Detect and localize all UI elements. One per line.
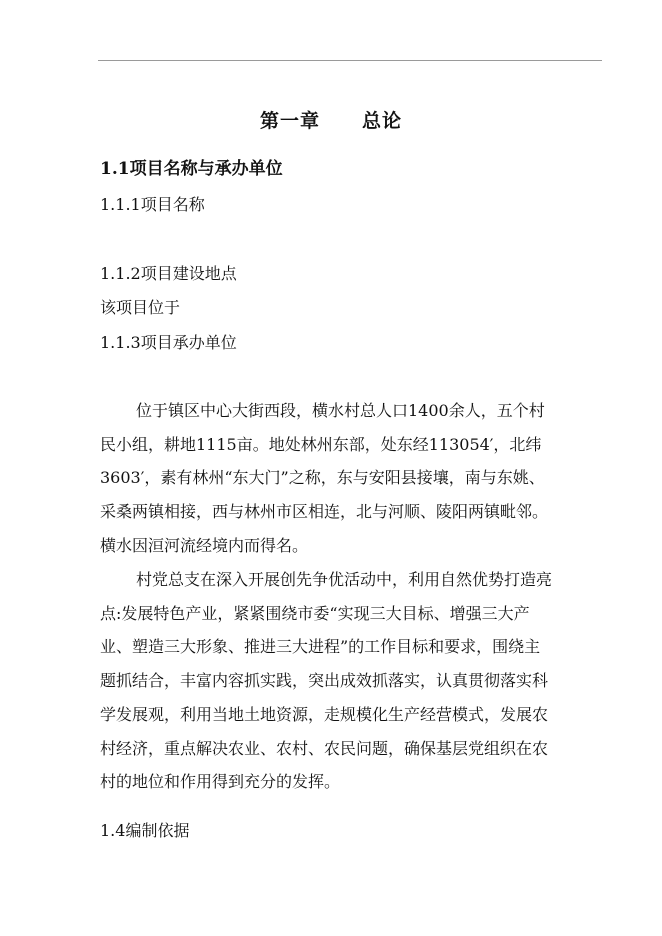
section-heading-1-1: 1.1项目名称与承办单位 [100,159,283,179]
subsection-1-1-2: 1.1.2项目建设地点 [100,264,237,283]
paragraph-line: 民小组，耕地1115亩。地处林州东部，处东经113054′，北纬 [100,434,542,454]
paragraph-line: 村党总支在深入开展创先争优活动中，利用自然优势打造亮 [136,570,553,589]
paragraph-line: 3603′，素有林州“东大门”之称，东与安阳县接壤，南与东姚、 [100,468,545,488]
paragraph-village-overview [100,394,600,563]
subsection-1-1-3: 1.1.3项目承办单位 [100,333,237,352]
paragraph-line: 横水因洹河流经境内而得名。 [100,535,309,555]
paragraph-line: 村的地位和作用得到充分的发挥。 [100,772,341,792]
location-text: 该项目位于 [100,298,181,317]
section-heading-1-4: 1.4编制依据 [100,821,190,840]
chapter-title [0,106,662,133]
subsection-1-1-1: 1.1.1项目名称 [100,195,205,214]
paragraph-line: 题抓结合，丰富内容抓实践，突出成效抓落实，认真贯彻落实科 [100,671,549,691]
chapter-number: 第一章 [259,110,320,132]
paragraph-line: 采桑两镇相接，西与林州市区相连，北与河顺、陵阳两镇毗邻。 [100,502,549,522]
paragraph-line: 学发展观，利用当地土地资源，走规模化生产经营模式，发展农 [100,704,549,724]
header-rule [98,60,602,61]
paragraph-line: 点:发展特色产业，紧紧围绕市委“实现三大目标、增强三大产 [100,603,530,623]
paragraph-line: 位于镇区中心大街西段，横水村总人口1400余人，五个村 [136,401,545,420]
paragraph-line: 村经济，重点解决农业、农村、农民问题，确保基层党组织在农 [100,738,549,758]
chapter-name: 总论 [362,110,403,132]
paragraph-line: 业、塑造三大形象、推进三大进程”的工作目标和要求，围绕主 [100,637,541,657]
paragraph-party-activities [100,563,600,799]
